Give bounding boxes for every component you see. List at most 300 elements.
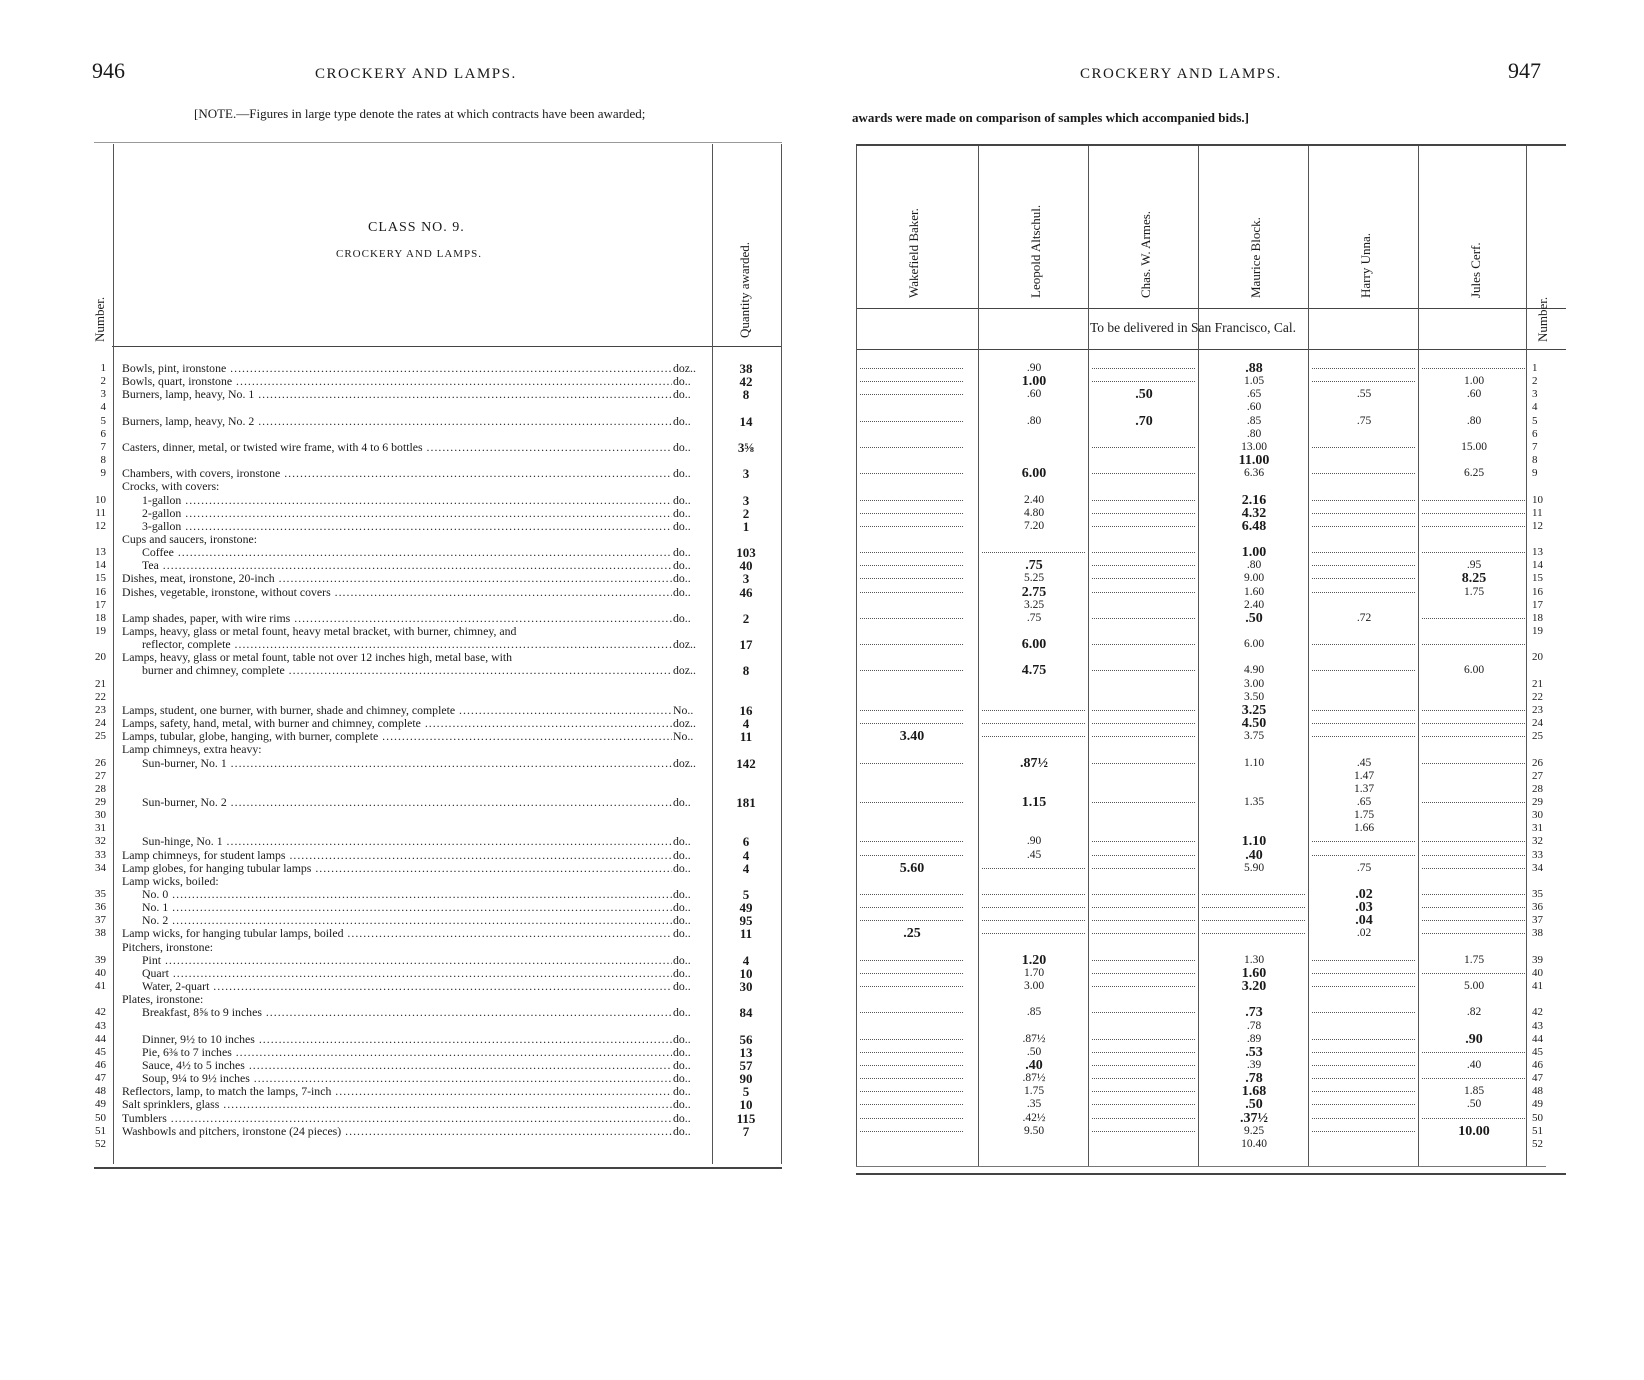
bidder-header: Wakefield Baker. <box>906 208 921 298</box>
class-subtitle: CROCKERY AND LAMPS. <box>336 248 483 260</box>
item-description: Bowls, pint, ironstone ..... <box>122 362 672 375</box>
empty-bid <box>1092 958 1195 961</box>
row-number: 14 <box>1532 559 1543 572</box>
table-row <box>0 862 820 875</box>
bid-value: 4.90 <box>1243 664 1265 677</box>
awarded-bid: 1.68 <box>1241 1084 1267 1100</box>
page-number: 947 <box>1508 58 1541 83</box>
bid-value: .72 <box>1356 611 1372 624</box>
table-row <box>0 1138 820 1151</box>
item-description: Sun-hinge, No. 1 ..... <box>142 835 672 848</box>
row-number: 48 <box>1532 1085 1543 1098</box>
row-number: 10 <box>95 493 106 506</box>
empty-bid <box>860 1063 963 1066</box>
item-description: Lamp shades, paper, with wire rims ..... <box>122 612 672 625</box>
empty-bid <box>1092 563 1195 566</box>
empty-bid <box>860 616 963 619</box>
bid-value: .65 <box>1356 795 1372 808</box>
row-number: 23 <box>95 703 106 716</box>
bid-value: .89 <box>1246 1032 1262 1045</box>
awarded-bid: .50 <box>1245 610 1263 626</box>
row-number: 52 <box>1532 1137 1543 1150</box>
bid-value: 6.00 <box>1243 638 1265 651</box>
row-number: 42 <box>95 1006 106 1019</box>
awarded-bid: .40 <box>1245 847 1263 863</box>
item-description: Burners, lamp, heavy, No. 2 ..... <box>122 415 672 428</box>
empty-bid <box>1092 366 1195 369</box>
empty-bid <box>860 971 963 974</box>
empty-bid <box>1312 1089 1415 1092</box>
row-number: 48 <box>95 1085 106 1098</box>
table-row <box>820 1033 1644 1046</box>
quantity-awarded: 8 <box>742 387 750 403</box>
row-number: 32 <box>95 835 106 848</box>
unit-label: do.. <box>673 1110 691 1125</box>
table-row <box>0 441 820 454</box>
row-number: 38 <box>95 927 106 940</box>
table-row <box>820 888 1644 901</box>
table-row <box>820 822 1644 835</box>
row-number: 21 <box>95 677 106 690</box>
item-description: Casters, dinner, metal, or twisted wire frame, with 4 to 6 bottles ..... <box>122 441 672 454</box>
empty-bid <box>1092 1037 1195 1040</box>
empty-bid <box>860 445 963 448</box>
awarded-bid: .70 <box>1135 413 1153 429</box>
table-row <box>820 546 1644 559</box>
row-number: 8 <box>1532 454 1538 467</box>
awarded-bid: 6.00 <box>1021 466 1047 482</box>
row-number: 44 <box>95 1032 106 1045</box>
row-number: 43 <box>1532 1019 1543 1032</box>
row-number: 42 <box>1532 1006 1543 1019</box>
empty-bid <box>1312 590 1415 593</box>
quantity-awarded: 90 <box>739 1071 753 1087</box>
table-row <box>0 927 820 940</box>
bid-value: .95 <box>1466 559 1482 572</box>
empty-bid <box>1092 839 1195 842</box>
empty-bid <box>1092 1076 1195 1079</box>
empty-bid <box>1312 1050 1415 1053</box>
row-number: 37 <box>1532 914 1543 927</box>
row-number: 22 <box>1532 690 1543 703</box>
table-row <box>0 717 820 730</box>
empty-bid <box>1312 668 1415 671</box>
table-row <box>820 743 1644 756</box>
item-description: Water, 2-quart ..... <box>142 980 672 993</box>
row-number: 25 <box>1532 730 1543 743</box>
unit-label: doz.. <box>673 663 696 678</box>
table-row <box>0 914 820 927</box>
quantity-awarded: 13 <box>739 1044 753 1060</box>
bid-value: 10.40 <box>1241 1137 1267 1150</box>
item-description: Pitchers, ironstone: <box>122 940 214 954</box>
quantity-awarded: 46 <box>739 584 753 600</box>
number-column-header: Number. <box>92 296 107 342</box>
empty-bid <box>1312 366 1415 369</box>
row-number: 3 <box>1532 388 1538 401</box>
unit-label: do.. <box>673 887 691 901</box>
bid-value: .87½ <box>1022 1032 1046 1045</box>
bid-value: .60 <box>1466 388 1482 401</box>
empty-bid <box>1312 379 1415 382</box>
empty-bid <box>1422 721 1525 724</box>
empty-bid <box>860 984 963 987</box>
unit-label: do.. <box>673 965 691 980</box>
awarded-bid: 1.00 <box>1241 545 1267 561</box>
bidders-rule <box>856 308 1566 309</box>
item-description: 3-gallon ..... <box>142 520 672 533</box>
table-row <box>820 572 1644 585</box>
empty-bid <box>1092 984 1195 987</box>
empty-bid <box>1312 445 1415 448</box>
unit-label: No.. <box>673 729 694 744</box>
awarded-bid: 2.16 <box>1241 492 1267 508</box>
table-row <box>0 678 820 691</box>
item-description: Tea ..... <box>142 559 672 572</box>
awarded-bid: 4.50 <box>1241 716 1267 732</box>
bid-value: .90 <box>1026 835 1042 848</box>
item-description: Lamp chimneys, extra heavy: <box>122 743 262 757</box>
table-row <box>820 849 1644 862</box>
unit-label: do.. <box>673 374 691 389</box>
table-row <box>820 507 1644 520</box>
row-number: 47 <box>95 1072 106 1085</box>
row-number: 41 <box>1532 980 1543 993</box>
table-row <box>0 572 820 585</box>
empty-bid <box>1092 616 1195 619</box>
table-row <box>0 783 820 796</box>
empty-bid <box>1422 1076 1525 1079</box>
empty-bid <box>982 918 1085 921</box>
item-description: No. 1 ..... <box>142 901 672 914</box>
table-row <box>820 586 1644 599</box>
item-description: Breakfast, 8⅝ to 9 inches ..... <box>142 1006 672 1019</box>
left-page <box>0 0 820 1380</box>
bid-value: 9.50 <box>1023 1124 1045 1137</box>
quantity-awarded: 8 <box>742 663 750 679</box>
row-number: 21 <box>1532 677 1543 690</box>
unit-label: do.. <box>673 413 691 428</box>
bid-value: .85 <box>1246 414 1262 427</box>
unit-label: do.. <box>673 860 691 875</box>
row-number: 13 <box>95 546 106 559</box>
bid-value: 4.80 <box>1023 506 1045 519</box>
empty-bid <box>1312 734 1415 737</box>
table-row <box>0 467 820 480</box>
item-description: Reflectors, lamp, to match the lamps, 7-inch ..... <box>122 1085 672 1098</box>
item-description: Lamps, heavy, glass or metal fount, heavy metal bracket, with burner, chimney, and <box>122 625 517 638</box>
empty-bid <box>860 392 963 395</box>
empty-bid <box>1422 971 1525 974</box>
empty-bid <box>1092 734 1195 737</box>
awarded-bid: .25 <box>903 926 921 942</box>
empty-bid <box>860 1089 963 1092</box>
unit-label: doz.. <box>673 637 696 652</box>
item-description: Chambers, with covers, ironstone ..... <box>122 467 672 480</box>
empty-bid <box>860 708 963 711</box>
table-row <box>820 1112 1644 1125</box>
bid-value: 6.00 <box>1463 664 1485 677</box>
awarded-bid: .73 <box>1245 1005 1263 1021</box>
row-number: 49 <box>1532 1098 1543 1111</box>
table-row <box>820 533 1644 546</box>
quantity-awarded: 11 <box>739 729 753 745</box>
awarded-bid: 1.20 <box>1021 952 1047 968</box>
quantity-awarded: 38 <box>739 361 753 376</box>
awarded-bid: 6.00 <box>1021 637 1047 653</box>
quantity-awarded: 16 <box>739 702 753 718</box>
row-number: 34 <box>95 861 106 874</box>
unit-label: doz.. <box>673 716 696 731</box>
bid-value: 1.37 <box>1353 782 1375 795</box>
empty-bid <box>860 1129 963 1132</box>
table-row <box>0 875 820 888</box>
unit-label: do.. <box>673 1123 691 1138</box>
bidder-header: Maurice Block. <box>1248 217 1263 298</box>
table-row <box>820 901 1644 914</box>
bid-value: 5.00 <box>1463 980 1485 993</box>
empty-bid <box>1092 511 1195 514</box>
empty-bid <box>1092 931 1195 934</box>
table-row <box>0 1125 820 1138</box>
table-row <box>0 494 820 507</box>
bid-value: 1.85 <box>1463 1085 1485 1098</box>
item-description: Dinner, 9½ to 10 inches ..... <box>142 1033 672 1046</box>
empty-bid <box>860 892 963 895</box>
row-number: 13 <box>1532 546 1543 559</box>
row-number: 39 <box>95 953 106 966</box>
quantity-awarded: 10 <box>739 1097 753 1113</box>
bidder-header: Jules Cerf. <box>1468 242 1483 298</box>
table-row <box>0 691 820 704</box>
empty-bid <box>1312 1037 1415 1040</box>
delivery-rule <box>856 349 1566 350</box>
empty-bid <box>982 734 1085 737</box>
table-row <box>820 796 1644 809</box>
table-row <box>820 1020 1644 1033</box>
empty-bid <box>860 511 963 514</box>
item-description: Sauce, 4½ to 5 inches ..... <box>142 1059 672 1072</box>
delivery-note: To be delivered in San Francisco, Cal. <box>1089 320 1296 335</box>
row-number: 40 <box>95 966 106 979</box>
header-rule <box>112 346 782 347</box>
awarded-bid: .50 <box>1245 1097 1263 1113</box>
table-row <box>0 941 820 954</box>
row-number: 7 <box>1532 440 1538 453</box>
table-row <box>820 717 1644 730</box>
empty-bid <box>1312 524 1415 527</box>
empty-bid <box>860 721 963 724</box>
table-row <box>820 704 1644 717</box>
empty-bid <box>1312 498 1415 501</box>
empty-bid <box>982 721 1085 724</box>
table-row <box>0 375 820 388</box>
bid-value: .50 <box>1026 1045 1042 1058</box>
empty-bid <box>1422 892 1525 895</box>
row-number: 46 <box>95 1058 106 1071</box>
bid-value: 1.35 <box>1243 795 1265 808</box>
quantity-awarded: 42 <box>739 374 753 390</box>
quantity-awarded: 4 <box>742 952 750 968</box>
table-row <box>820 415 1644 428</box>
row-number: 27 <box>95 769 106 782</box>
empty-bid <box>860 419 963 422</box>
row-number: 23 <box>1532 703 1543 716</box>
row-number: 8 <box>100 454 106 467</box>
table-row <box>0 664 820 677</box>
bid-value: .78 <box>1246 1019 1262 1032</box>
row-number: 33 <box>95 848 106 861</box>
row-number: 1 <box>100 362 106 374</box>
item-description: Lamp chimneys, for student lamps ..... <box>122 849 672 862</box>
empty-bid <box>1422 366 1525 369</box>
empty-bid <box>1422 853 1525 856</box>
row-number: 19 <box>95 625 106 637</box>
awarded-bid: 5.60 <box>899 860 925 876</box>
table-row <box>0 612 820 625</box>
empty-bid <box>1092 379 1195 382</box>
bid-value: 3.75 <box>1243 730 1265 743</box>
empty-bid <box>1092 721 1195 724</box>
empty-bid <box>1312 839 1415 842</box>
item-description: Burners, lamp, heavy, No. 1 ..... <box>122 388 672 401</box>
table-row <box>0 559 820 572</box>
row-number: 11 <box>1532 506 1543 519</box>
table-row <box>0 625 820 638</box>
table-row <box>820 967 1644 980</box>
awarded-bid: 4.75 <box>1021 663 1047 679</box>
empty-bid <box>1422 931 1525 934</box>
table-row <box>820 638 1644 651</box>
quantity-awarded: 4 <box>742 716 750 732</box>
quantity-awarded: 3 <box>742 571 750 587</box>
row-number: 34 <box>1532 861 1543 874</box>
item-description: burner and chimney, complete ..... <box>142 664 672 677</box>
item-description: Lamps, heavy, glass or metal fount, table not over 12 inches high, metal base, with <box>122 651 513 665</box>
quantity-awarded: 95 <box>739 913 753 929</box>
empty-bid <box>1422 1050 1525 1053</box>
empty-bid <box>1422 524 1525 527</box>
bottom-rule <box>856 1173 1566 1175</box>
empty-bid <box>1422 905 1525 908</box>
row-number: 26 <box>95 756 106 769</box>
row-number: 26 <box>1532 756 1543 769</box>
empty-bid <box>1092 918 1195 921</box>
bid-value: .75 <box>1356 861 1372 874</box>
empty-bid <box>860 524 963 527</box>
item-description: Dishes, meat, ironstone, 20-inch ..... <box>122 572 672 585</box>
row-number: 7 <box>100 440 106 453</box>
row-number: 9 <box>100 467 106 480</box>
quantity-awarded: 181 <box>736 794 756 810</box>
empty-bid <box>860 853 963 856</box>
empty-bid <box>1092 445 1195 448</box>
unit-label: do.. <box>673 387 691 402</box>
row-number: 24 <box>95 717 106 730</box>
empty-bid <box>1422 866 1525 869</box>
table-row <box>820 809 1644 822</box>
row-number: 39 <box>1532 953 1543 966</box>
empty-bid <box>860 563 963 566</box>
quantity-awarded: 3⅝ <box>737 439 755 455</box>
awarded-bid: .40 <box>1025 1057 1043 1073</box>
item-description: Washbowls and pitchers, ironstone (24 pieces) ..... <box>122 1125 672 1138</box>
unit-label: do.. <box>673 952 691 967</box>
table-row <box>820 730 1644 743</box>
unit-label: do.. <box>673 492 691 507</box>
bid-value: 5.90 <box>1243 861 1265 874</box>
table-row <box>820 1098 1644 1111</box>
unit-label: do.. <box>673 518 691 533</box>
empty-bid <box>860 839 963 842</box>
bid-value: 5.25 <box>1023 572 1045 585</box>
table-row <box>0 454 820 467</box>
note: [NOTE.—Figures in large type denote the rates at which contracts have been awarded; <box>194 106 646 121</box>
row-number: 6 <box>1532 427 1538 440</box>
unit-label: do.. <box>673 571 691 586</box>
bid-value: 1.70 <box>1023 966 1045 979</box>
quantity-awarded: 40 <box>739 558 753 574</box>
row-number: 40 <box>1532 966 1543 979</box>
quantity-awarded: 6 <box>742 834 750 850</box>
bid-value: .42½ <box>1022 1111 1046 1124</box>
empty-bid <box>1092 550 1195 553</box>
row-number: 46 <box>1532 1058 1543 1071</box>
item-description: Lamp wicks, for hanging tubular lamps, boiled ..... <box>122 927 672 940</box>
bid-value: .80 <box>1246 427 1262 440</box>
empty-bid <box>1202 892 1305 895</box>
empty-bid <box>1422 708 1525 711</box>
bid-value: 9.00 <box>1243 572 1265 585</box>
empty-bid <box>1092 866 1195 869</box>
table-row <box>820 941 1644 954</box>
table-row <box>0 1033 820 1046</box>
bid-value: .75 <box>1356 414 1372 427</box>
table-row <box>0 507 820 520</box>
item-description: Lamps, student, one burner, with burner, shade and chimney, complete ..... <box>122 704 672 717</box>
empty-bid <box>860 1102 963 1105</box>
table-row <box>0 770 820 783</box>
empty-bid <box>860 498 963 501</box>
empty-bid <box>1312 971 1415 974</box>
bid-value: 2.40 <box>1243 598 1265 611</box>
unit-label: do.. <box>673 1071 691 1086</box>
row-number: 22 <box>95 690 106 703</box>
bid-value: .35 <box>1026 1098 1042 1111</box>
quantity-awarded: 84 <box>739 1005 753 1021</box>
item-description: Coffee ..... <box>142 546 672 559</box>
table-row <box>820 401 1644 414</box>
quantity-awarded: 103 <box>736 545 756 561</box>
table-row <box>0 480 820 493</box>
row-number: 20 <box>95 651 106 664</box>
bid-value: .82 <box>1466 1006 1482 1019</box>
empty-bid <box>1312 721 1415 724</box>
bid-value: .65 <box>1246 388 1262 401</box>
row-number: 16 <box>95 585 106 598</box>
item-description: 1-gallon ..... <box>142 494 672 507</box>
table-row <box>0 796 820 809</box>
empty-bid <box>860 1076 963 1079</box>
table-row <box>0 546 820 559</box>
bid-value: 3.00 <box>1243 677 1265 690</box>
table-row <box>820 467 1644 480</box>
unit-label: do.. <box>673 979 691 994</box>
bid-value: 1.00 <box>1463 375 1485 388</box>
bid-value: .80 <box>1246 559 1262 572</box>
row-number: 17 <box>95 598 106 611</box>
unit-label: No.. <box>673 702 694 717</box>
